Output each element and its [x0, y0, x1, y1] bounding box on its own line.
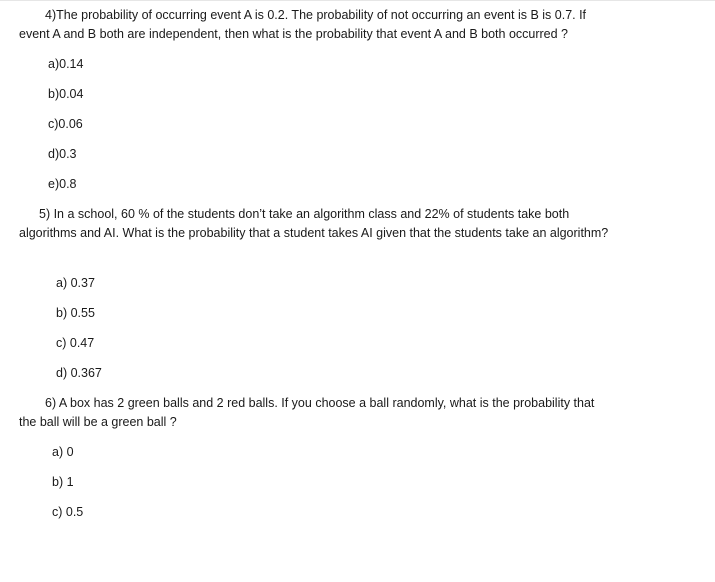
question-6-option-b[interactable]: b) 1	[52, 475, 74, 489]
question-5-line-2: algorithms and AI. What is the probability that a student takes AI given that the students take an algorithm?	[19, 226, 609, 240]
question-4-option-b[interactable]: b)0.04	[48, 87, 84, 101]
question-6-line-2: the ball will be a green ball ?	[19, 415, 177, 429]
question-5-option-d[interactable]: d) 0.367	[56, 366, 102, 380]
question-4-text	[19, 6, 679, 44]
question-6-text	[19, 394, 679, 432]
question-4-option-c[interactable]: c)0.06	[48, 117, 83, 131]
question-4-option-e[interactable]: e)0.8	[48, 177, 77, 191]
question-6-option-c[interactable]: c) 0.5	[52, 505, 84, 519]
question-4-option-d[interactable]: d)0.3	[48, 147, 77, 161]
question-4-option-a[interactable]: a)0.14	[48, 57, 84, 71]
question-5-option-c[interactable]: c) 0.47	[56, 336, 95, 350]
question-4-line-2: event A and B both are independent, then what is the probability that event A and B both occurred ?	[19, 27, 569, 41]
question-5-text	[19, 205, 619, 243]
question-6-line-1: 6) A box has 2 green balls and 2 red balls. If you choose a ball randomly, what is the probability that	[45, 396, 595, 410]
question-5-option-b[interactable]: b) 0.55	[56, 306, 95, 320]
question-6-option-a[interactable]: a) 0	[52, 445, 74, 459]
question-5-option-a[interactable]: a) 0.37	[56, 276, 95, 290]
top-rule	[0, 0, 715, 1]
question-4-line-1: 4)The probability of occurring event A is 0.2. The probability of not occurring an event is B is 0.7. If	[45, 8, 587, 22]
question-5-line-1: 5) In a school, 60 % of the students don’t take an algorithm class and 22% of students take both	[39, 207, 570, 221]
